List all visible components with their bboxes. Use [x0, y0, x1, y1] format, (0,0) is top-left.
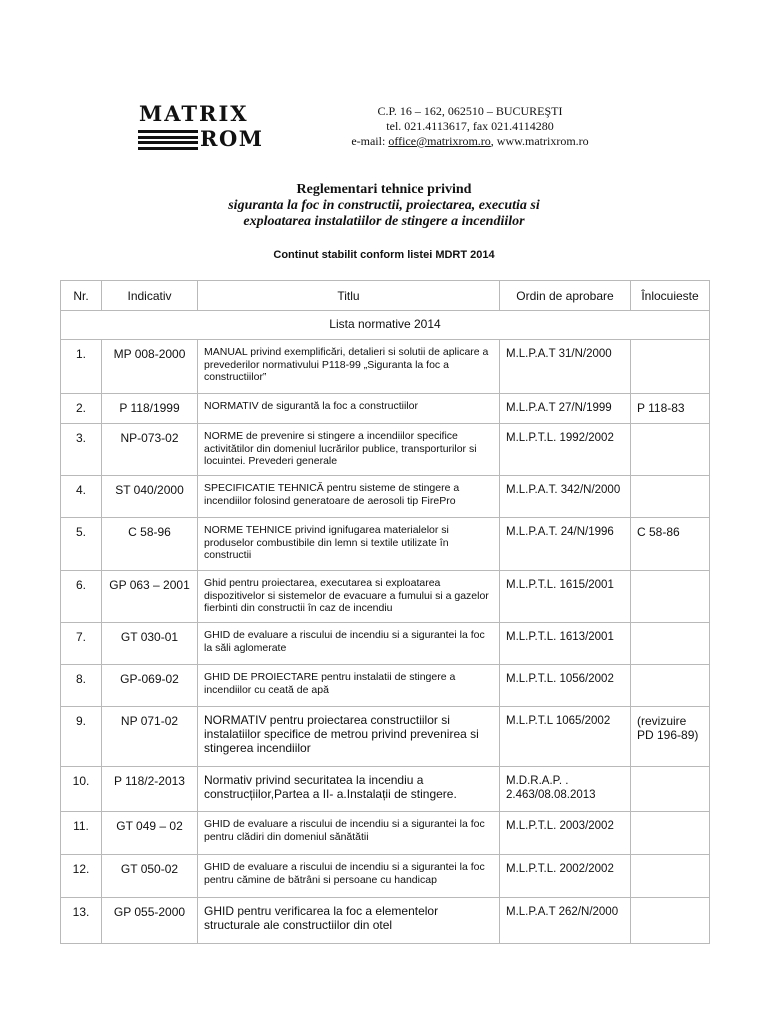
- cell-nr: 5.: [61, 518, 102, 571]
- cell-indicativ: GP 055-2000: [102, 898, 198, 944]
- section-row: [61, 311, 710, 340]
- table-row: [61, 623, 710, 665]
- cell-ordin: M.L.P.A.T. 342/N/2000: [500, 476, 631, 518]
- table-row: [61, 665, 710, 707]
- table-header-row: [61, 281, 710, 311]
- table-row: [61, 394, 710, 424]
- header-ordin: Ordin de aprobare: [500, 281, 631, 311]
- cell-nr: 13.: [61, 898, 102, 944]
- header-nr: Nr.: [61, 281, 102, 311]
- table-row: [61, 571, 710, 623]
- cell-nr: 7.: [61, 623, 102, 665]
- cell-indicativ: NP 071-02: [102, 707, 198, 767]
- normative-table: [60, 280, 710, 944]
- contact-phone: tel. 021.4113617, fax 021.4114280: [386, 119, 554, 133]
- cell-inlocuieste: [631, 812, 710, 855]
- company-logo: [138, 103, 280, 151]
- cell-ordin: M.D.R.A.P. . 2.463/08.08.2013: [500, 767, 631, 812]
- cell-indicativ: C 58-96: [102, 518, 198, 571]
- cell-inlocuieste: [631, 424, 710, 476]
- cell-nr: 2.: [61, 394, 102, 424]
- cell-inlocuieste: [631, 340, 710, 394]
- contact-block: [300, 104, 640, 149]
- cell-inlocuieste: [631, 665, 710, 707]
- cell-titlu: GHID de evaluare a riscului de incendiu si a sigurantei la foc pentru cămine de bătrâni si persoane cu handicap: [198, 855, 500, 898]
- logo-stripes: [138, 130, 198, 150]
- cell-ordin: M.L.P.T.L. 1615/2001: [500, 571, 631, 623]
- table-row: [61, 707, 710, 767]
- cell-inlocuieste: [631, 623, 710, 665]
- cell-nr: 12.: [61, 855, 102, 898]
- cell-ordin: M.L.P.T.L. 1613/2001: [500, 623, 631, 665]
- contact-email-label: e-mail:: [351, 134, 389, 148]
- cell-titlu: Normativ privind securitatea la incendiu a construcțiilor,Partea a II- a.Instalații de stingere.: [198, 767, 500, 812]
- cell-inlocuieste: [631, 767, 710, 812]
- table-row: [61, 424, 710, 476]
- cell-nr: 11.: [61, 812, 102, 855]
- cell-titlu: SPECIFICATIE TEHNICĂ pentru sisteme de stingere a incendiilor folosind generatoare de aerosoli tip FirePro: [198, 476, 500, 518]
- cell-indicativ: P 118/1999: [102, 394, 198, 424]
- cell-ordin: M.L.P.A.T. 24/N/1996: [500, 518, 631, 571]
- cell-titlu: NORME de prevenire si stingere a incendiilor specifice activitătilor din domeniul lucrărilor publice, transporturilor si locuintei. Prevederi generale: [198, 424, 500, 476]
- cell-indicativ: GP 063 – 2001: [102, 571, 198, 623]
- logo-text-line2: ROM: [200, 126, 264, 151]
- cell-titlu: NORME TEHNICE privind ignifugarea materialelor si produselor combustibile din lemn si textile utilizate în constructii: [198, 518, 500, 571]
- cell-nr: 1.: [61, 340, 102, 394]
- cell-inlocuieste: [631, 476, 710, 518]
- table-row: [61, 898, 710, 944]
- cell-titlu: MANUAL privind exemplificări, detalieri si solutii de aplicare a prevederilor normativului P118-99 „Siguranta la foc a constructiilor”: [198, 340, 500, 394]
- contact-address: C.P. 16 – 162, 062510 – BUCUREŞTI: [377, 104, 563, 118]
- table-row: [61, 518, 710, 571]
- cell-nr: 9.: [61, 707, 102, 767]
- logo-text-line1: MATRIX: [139, 101, 249, 126]
- cell-ordin: M.L.P.A.T 27/N/1999: [500, 394, 631, 424]
- cell-ordin: M.L.P.A.T 31/N/2000: [500, 340, 631, 394]
- cell-titlu: NORMATIV pentru proiectarea constructiilor si instalatiilor specifice de metrou privind prevenirea si stingerea incendiilor: [198, 707, 500, 767]
- table-row: [61, 812, 710, 855]
- document-title: [0, 182, 768, 230]
- contact-email-line: [300, 134, 640, 149]
- header-indicativ: Indicativ: [102, 281, 198, 311]
- cell-indicativ: ST 040/2000: [102, 476, 198, 518]
- cell-indicativ: GT 050-02: [102, 855, 198, 898]
- email-link[interactable]: office@matrixrom.ro: [388, 134, 491, 148]
- cell-ordin: M.L.P.T.L. 1992/2002: [500, 424, 631, 476]
- cell-titlu: NORMATIV de sigurantă la foc a constructiilor: [198, 394, 500, 424]
- cell-titlu: GHID de evaluare a riscului de incendiu si a sigurantei la foc la săli aglomerate: [198, 623, 500, 665]
- document-subtitle: Continut stabilit conform listei MDRT 2014: [273, 249, 495, 261]
- cell-inlocuieste: [631, 898, 710, 944]
- cell-inlocuieste: C 58-86: [631, 518, 710, 571]
- cell-nr: 4.: [61, 476, 102, 518]
- cell-nr: 6.: [61, 571, 102, 623]
- header-titlu: Titlu: [198, 281, 500, 311]
- section-label: Lista normative 2014: [61, 311, 710, 340]
- cell-inlocuieste: (revizuire PD 196-89): [631, 707, 710, 767]
- cell-ordin: M.L.P.T.L. 2002/2002: [500, 855, 631, 898]
- cell-inlocuieste: [631, 571, 710, 623]
- title-line1: Reglementari tehnice privind: [296, 182, 472, 197]
- cell-titlu: GHID pentru verificarea la foc a elementelor structurale ale constructiilor din otel: [198, 898, 500, 944]
- cell-ordin: M.L.P.T.L. 2003/2002: [500, 812, 631, 855]
- cell-nr: 10.: [61, 767, 102, 812]
- cell-nr: 3.: [61, 424, 102, 476]
- cell-nr: 8.: [61, 665, 102, 707]
- cell-inlocuieste: [631, 855, 710, 898]
- table-row: [61, 767, 710, 812]
- title-line2: siguranta la foc in constructii, proiectarea, executia si: [228, 198, 540, 213]
- cell-ordin: M.L.P.A.T 262/N/2000: [500, 898, 631, 944]
- table-row: [61, 476, 710, 518]
- header-inlocuieste: Înlocuieste: [631, 281, 710, 311]
- cell-indicativ: P 118/2-2013: [102, 767, 198, 812]
- cell-ordin: M.L.P.T.L. 1056/2002: [500, 665, 631, 707]
- cell-indicativ: GT 049 – 02: [102, 812, 198, 855]
- cell-ordin: M.L.P.T.L 1065/2002: [500, 707, 631, 767]
- cell-indicativ: GT 030-01: [102, 623, 198, 665]
- cell-indicativ: NP-073-02: [102, 424, 198, 476]
- title-line3: exploatarea instalatiilor de stingere a incendiilor: [243, 214, 525, 229]
- cell-indicativ: MP 008-2000: [102, 340, 198, 394]
- cell-indicativ: GP-069-02: [102, 665, 198, 707]
- contact-website[interactable]: , www.matrixrom.ro: [490, 134, 589, 148]
- cell-titlu: Ghid pentru proiectarea, executarea si exploatarea dispozitivelor si sistemelor de evacuare a fumului si a gazelor fierbinti din constructii în caz de incendiu: [198, 571, 500, 623]
- cell-titlu: GHID de evaluare a riscului de incendiu si a sigurantei la foc pentru clădiri din domeniul sănătătii: [198, 812, 500, 855]
- cell-inlocuieste: P 118-83: [631, 394, 710, 424]
- cell-titlu: GHID DE PROIECTARE pentru instalatii de stingere a incendiilor cu ceată de apă: [198, 665, 500, 707]
- table-row: [61, 855, 710, 898]
- table-row: [61, 340, 710, 394]
